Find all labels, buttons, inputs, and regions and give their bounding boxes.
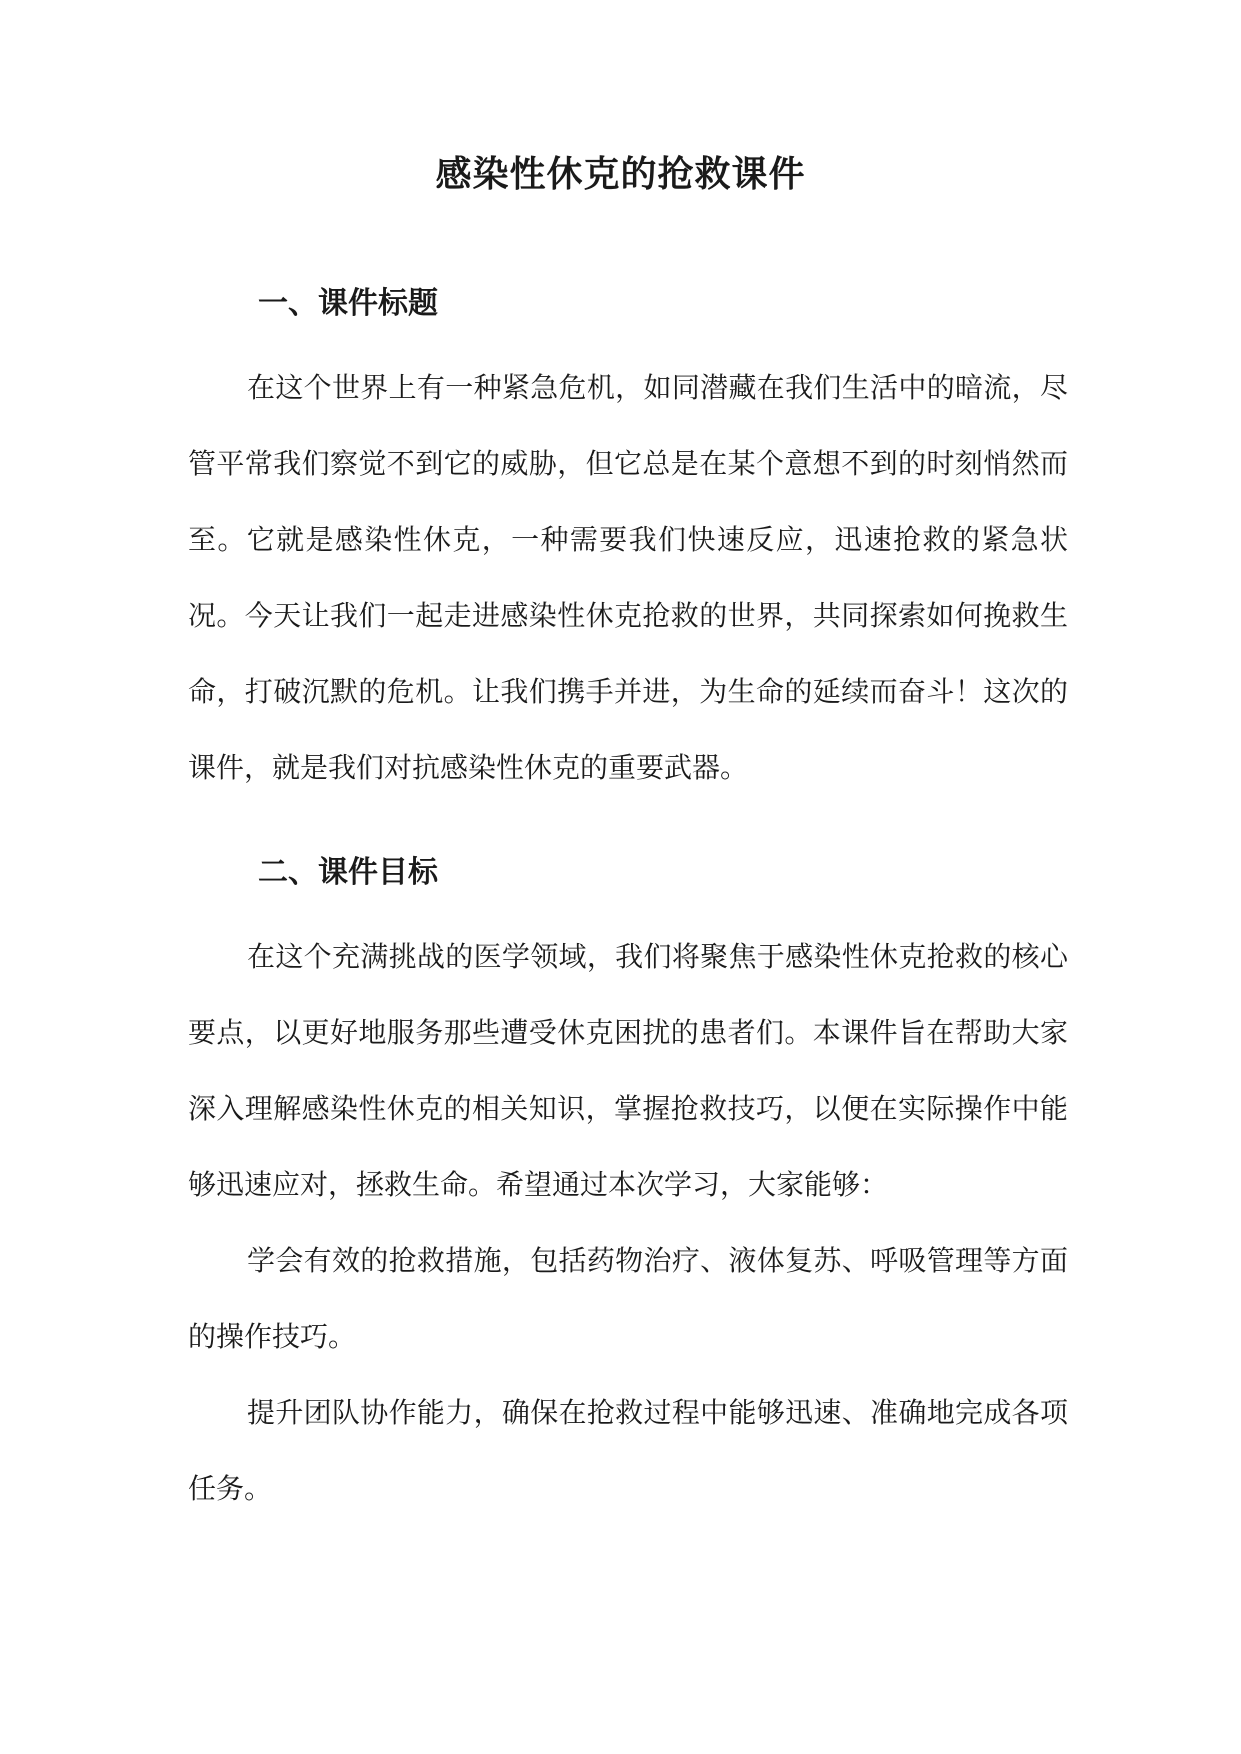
paragraph-goal-rescue-measures: 学会有效的抢救措施，包括药物治疗、液体复苏、呼吸管理等方面的操作技巧。 <box>188 1244 1068 1353</box>
paragraph-goal-teamwork: 提升团队协作能力，确保在抢救过程中能够迅速、准确地完成各项任务。 <box>188 1396 1068 1505</box>
page-title: 感染性休克的抢救课件 <box>435 154 806 195</box>
section-heading-course-title: 一、课件标题 <box>258 286 438 321</box>
section-heading-course-goals: 二、课件目标 <box>258 855 438 890</box>
paragraph-introduction: 在这个世界上有一种紧急危机，如同潜藏在我们生活中的暗流，尽管平常我们察觉不到它的威胁，但它总是在某个意想不到的时刻悄然而至。它就是感染性休克，一种需要我们快速反应，迅速抢救的紧急状况。今天让我们一起走进感染性休克抢救的世界，共同探索如何挽救生命，打破沉默的危机。让我们携手并进，为生命的延续而奋斗！这次的课件，就是我们对抗感染性休克的重要武器。 <box>188 371 1068 784</box>
paragraph-goals-intro: 在这个充满挑战的医学领域，我们将聚焦于感染性休克抢救的核心要点，以更好地服务那些遭受休克困扰的患者们。本课件旨在帮助大家深入理解感染性休克的相关知识，掌握抢救技巧，以便在实际操作中能够迅速应对，拯救生命。希望通过本次学习，大家能够： <box>188 940 1068 1201</box>
